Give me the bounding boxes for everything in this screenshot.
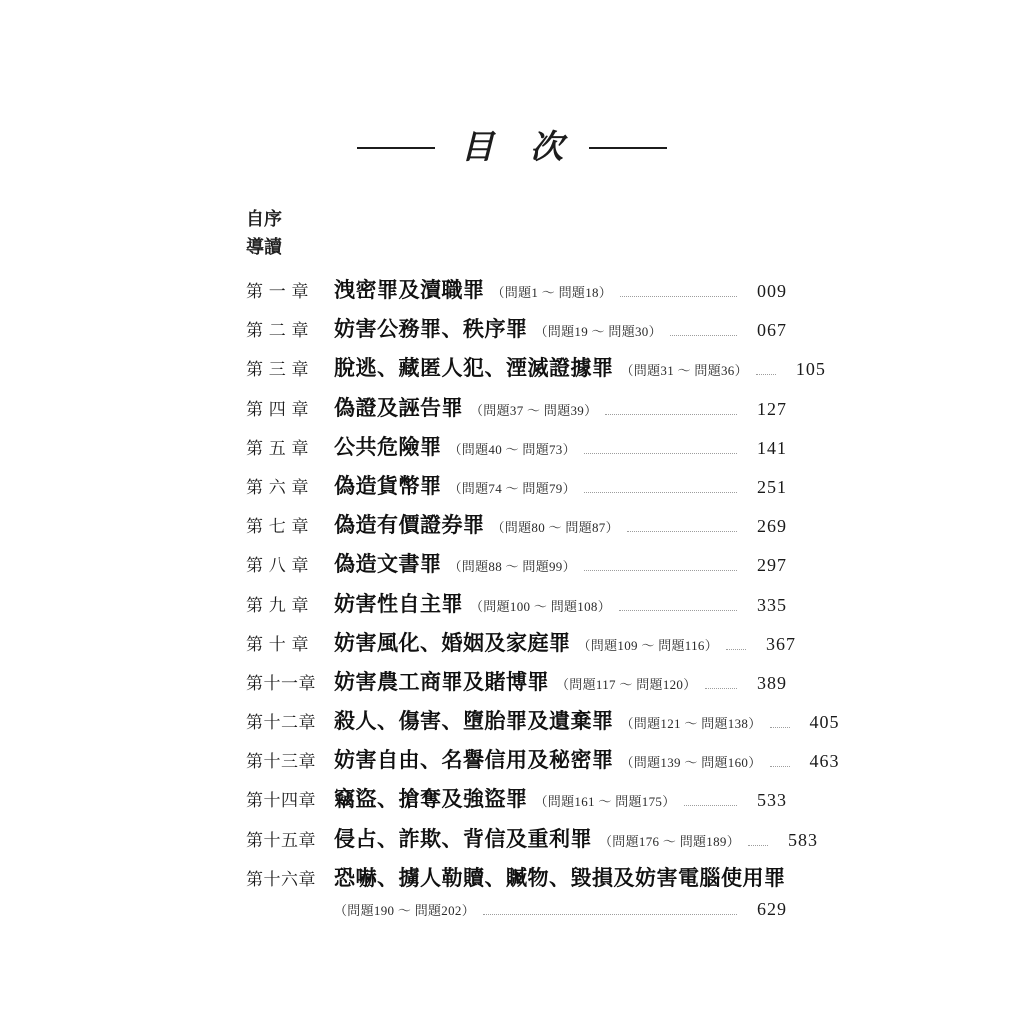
- dot-leader: [605, 409, 737, 415]
- dot-leader: [726, 644, 746, 650]
- toc-row: [246, 744, 840, 783]
- page-number: 533: [757, 790, 787, 811]
- toc-row-continuation: [246, 899, 787, 931]
- question-range: （問題40 ～ 問題73）: [448, 441, 576, 457]
- chapter-title: 偽造文書罪: [334, 552, 442, 577]
- chapter-title: 妨害性自主罪: [334, 591, 463, 616]
- dot-leader: [684, 800, 738, 806]
- toc-row: [246, 431, 787, 470]
- chapter-title: 竊盜、搶奪及強盜罪: [334, 787, 528, 812]
- dot-leader: [620, 291, 737, 297]
- dot-leader: [584, 565, 737, 571]
- toc-row: [246, 313, 787, 352]
- page-number: 463: [809, 751, 840, 772]
- front-matter-list: [246, 206, 282, 261]
- dot-leader: [770, 761, 790, 767]
- dot-leader: [627, 526, 737, 532]
- dot-leader: [619, 605, 737, 611]
- title-left-rule: [357, 147, 435, 149]
- question-range: （問題37 ～ 問題39）: [470, 402, 598, 418]
- page-number: 105: [795, 359, 826, 380]
- chapter-number: 第十四章: [246, 791, 316, 811]
- toc-row: [246, 783, 787, 822]
- front-matter-item-introduction: 導讀: [246, 236, 282, 257]
- dot-leader: [770, 722, 790, 728]
- toc-row: [246, 823, 818, 862]
- page-number: 141: [757, 437, 787, 458]
- toc-row: [246, 627, 797, 666]
- question-range: （問題117 ～ 問題120）: [556, 676, 697, 692]
- chapter-title: 偽造貨幣罪: [334, 473, 442, 498]
- toc-row: [246, 274, 787, 313]
- page-number: 629: [757, 898, 787, 919]
- question-range: （問題1 ～ 問題18）: [491, 285, 613, 300]
- chapter-number: 第 三 章: [246, 360, 309, 380]
- question-range: （問題190 ～ 問題202）: [334, 902, 475, 918]
- question-range: （問題176 ～ 問題189）: [599, 833, 740, 849]
- question-range: （問題121 ～ 問題138）: [620, 716, 762, 732]
- page-number: 127: [757, 398, 787, 419]
- chapter-number: 第 二 章: [246, 321, 309, 341]
- toc-row: [246, 352, 826, 391]
- question-range: （問題31 ～ 問題36）: [620, 363, 748, 379]
- dot-leader: [584, 487, 737, 493]
- page-number: 067: [757, 320, 787, 341]
- question-range: （問題74 ～ 問題79）: [448, 480, 576, 496]
- question-range: （問題88 ～ 問題99）: [448, 559, 576, 575]
- toc-row: [246, 509, 787, 548]
- chapter-title: 脫逃、藏匿人犯、湮滅證據罪: [334, 356, 614, 381]
- chapter-number: 第十二章: [246, 713, 316, 733]
- chapter-title: 偽造有價證券罪: [334, 513, 485, 538]
- question-range: （問題19 ～ 問題30）: [534, 324, 662, 340]
- chapter-number: 第 四 章: [246, 399, 309, 419]
- chapter-title: 殺人、傷害、墮胎罪及遺棄罪: [334, 709, 614, 734]
- dot-leader: [748, 840, 768, 846]
- question-range: （問題80 ～ 問題87）: [491, 520, 619, 536]
- dot-leader: [483, 909, 737, 915]
- page-number: 389: [757, 672, 787, 693]
- chapter-title: 妨害農工商罪及賭博罪: [334, 669, 549, 694]
- chapter-title: 公共危險罪: [334, 434, 442, 459]
- page-number: 251: [757, 476, 787, 497]
- question-range: （問題161 ～ 問題175）: [534, 794, 676, 810]
- page-number: 335: [757, 594, 787, 615]
- chapter-number: 第十三章: [246, 752, 316, 772]
- dot-leader: [756, 369, 776, 375]
- chapter-title: 洩密罪及瀆職罪: [334, 278, 485, 302]
- chapter-title: 妨害公務罪、秩序罪: [334, 317, 528, 342]
- chapter-number: 第 八 章: [246, 556, 309, 576]
- toc-row: [246, 548, 787, 587]
- chapter-title: 妨害風化、婚姻及家庭罪: [334, 630, 571, 655]
- page-number: 009: [757, 281, 787, 301]
- question-range: （問題139 ～ 問題160）: [620, 755, 762, 771]
- chapter-number: 第十五章: [246, 830, 316, 850]
- chapter-title: 偽證及誣告罪: [334, 395, 463, 420]
- chapter-number: 第十一章: [246, 673, 316, 693]
- dot-leader: [584, 448, 737, 454]
- dot-leader: [705, 683, 737, 689]
- toc-row: [246, 666, 787, 705]
- toc-row: [246, 470, 787, 509]
- toc-row: [246, 392, 787, 431]
- chapter-title: 侵占、詐欺、背信及重利罪: [334, 826, 592, 851]
- chapter-number: 第 一 章: [246, 282, 309, 301]
- question-range: （問題100 ～ 問題108）: [470, 598, 611, 614]
- toc-row: [246, 862, 787, 899]
- chapter-number: 第 九 章: [246, 595, 309, 615]
- chapter-title: 恐嚇、擄人勒贖、贓物、毀損及妨害電腦使用罪: [334, 865, 786, 890]
- page-number: 367: [766, 633, 797, 654]
- chapter-number: 第 五 章: [246, 438, 309, 458]
- chapter-number: 第十六章: [246, 869, 316, 889]
- toc-row: [246, 705, 840, 744]
- chapter-number: 第 六 章: [246, 477, 309, 497]
- dot-leader: [670, 330, 737, 336]
- page-number: 405: [809, 712, 840, 733]
- chapter-number: 第 七 章: [246, 517, 309, 537]
- toc-row: [246, 588, 787, 627]
- question-range: （問題109 ～ 問題116）: [577, 637, 719, 653]
- chapter-title: 妨害自由、名譽信用及秘密罪: [334, 748, 614, 773]
- page-number: 583: [788, 829, 818, 850]
- page-number: 269: [757, 516, 787, 537]
- front-matter-item-preface: 自序: [246, 209, 282, 229]
- toc-title-block: [0, 129, 1024, 167]
- toc-list: [246, 274, 840, 931]
- title-right-rule: [589, 147, 667, 149]
- chapter-number: 第 十 章: [246, 634, 309, 654]
- page-title: 目 次: [460, 130, 578, 166]
- page-number: 297: [757, 555, 787, 576]
